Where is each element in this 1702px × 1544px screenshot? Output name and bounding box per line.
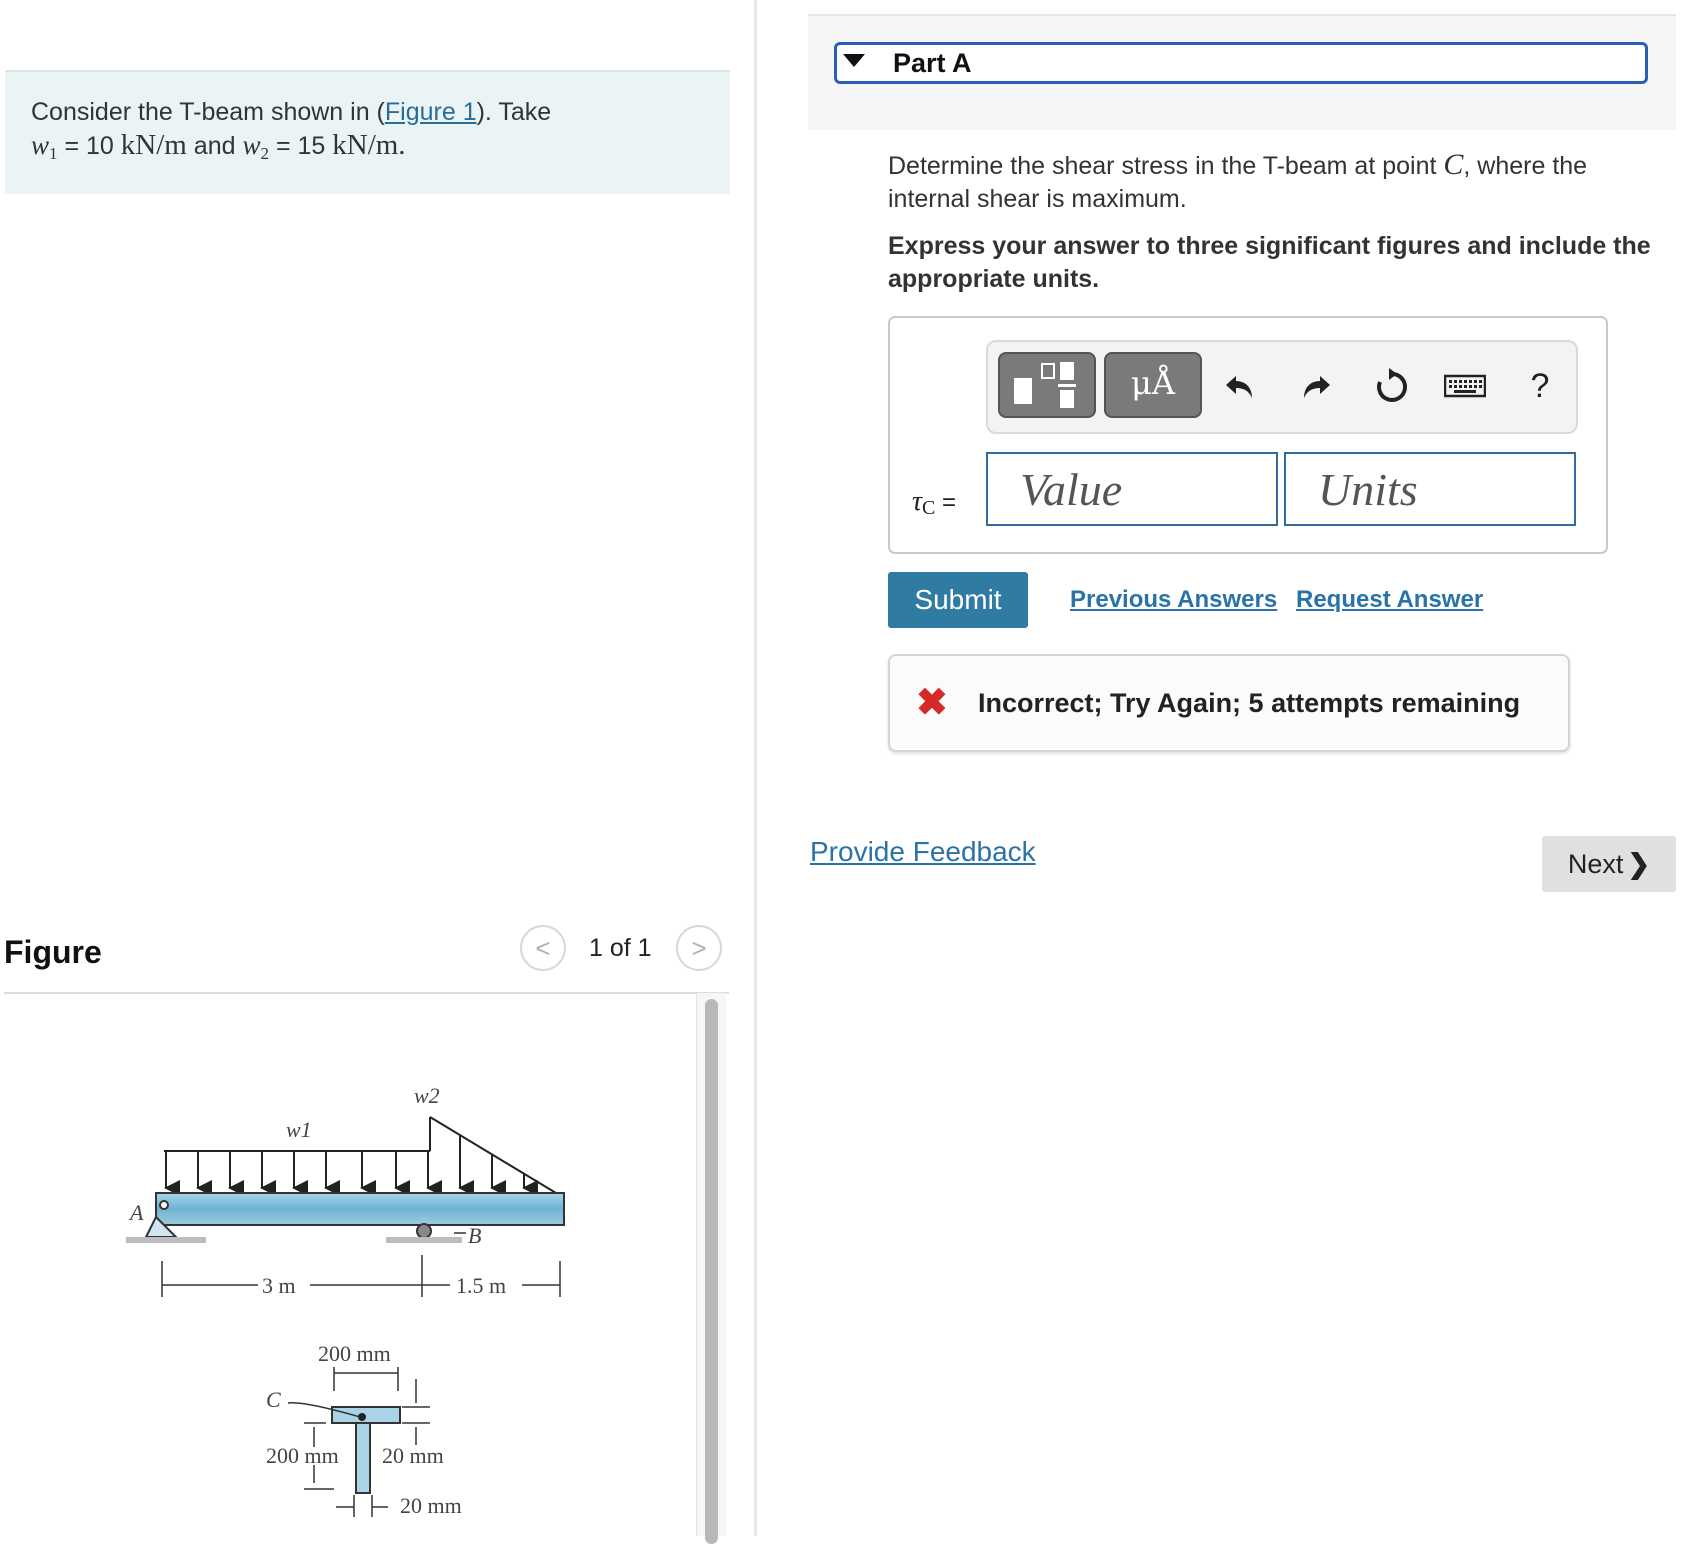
answer-box	[888, 316, 1608, 554]
feedback-box	[888, 654, 1570, 752]
redo-icon	[1298, 368, 1334, 404]
figure-link[interactable]: Figure 1	[384, 98, 477, 126]
w1-unit: kN/m	[120, 129, 187, 161]
label-c: C	[266, 1387, 281, 1412]
span-3m-label: 3 m	[262, 1273, 296, 1298]
math-toolbar	[986, 340, 1578, 434]
left-panel	[0, 0, 748, 1536]
web-thickness-label: 20 mm	[400, 1493, 462, 1518]
w1-symbol: w1	[31, 130, 58, 163]
figure-scrollbar[interactable]	[696, 993, 726, 1536]
figure-title: Figure	[4, 934, 102, 970]
web-depth-label: 200 mm	[266, 1443, 339, 1468]
provide-feedback-link[interactable]: Provide Feedback	[810, 836, 1036, 867]
keyboard-button[interactable]	[1432, 356, 1498, 416]
ground-a	[126, 1237, 206, 1243]
w2-unit: kN/m.	[332, 129, 406, 161]
next-figure-button[interactable]	[676, 925, 722, 971]
error-x-icon: ✖	[916, 682, 948, 724]
undo-icon	[1222, 368, 1258, 404]
w2-label: w2	[414, 1083, 440, 1108]
question-end: , where the internal shear is maximum.	[888, 152, 1588, 213]
problem-statement	[5, 70, 730, 194]
redo-button[interactable]	[1286, 356, 1346, 416]
problem-intro-text: Consider the T-beam shown in (	[31, 98, 385, 126]
value-input[interactable]	[986, 452, 1278, 526]
next-button[interactable]	[1542, 836, 1676, 892]
next-label: Next	[1567, 848, 1624, 879]
feedback-message: Incorrect; Try Again; 5 attempts remaining	[978, 688, 1521, 718]
beam	[156, 1193, 564, 1225]
point-c: C	[1443, 148, 1464, 181]
request-answer-link[interactable]: Request Answer	[1296, 586, 1484, 613]
part-title: Part A	[893, 48, 972, 78]
panel-divider	[754, 0, 757, 1536]
help-button[interactable]: ?	[1530, 366, 1550, 405]
flange-width-label: 200 mm	[318, 1341, 391, 1366]
w1-load-arrows	[166, 1151, 428, 1188]
flange-thickness-label: 20 mm	[382, 1443, 444, 1468]
instruction-text: Express your answer to three significant figures and include the appropriate units.	[888, 232, 1651, 293]
w2-value: = 15	[275, 132, 326, 160]
label-b: B	[468, 1223, 482, 1248]
problem-take-text: ). Take	[476, 98, 552, 126]
question-text	[888, 148, 1648, 216]
prev-figure-button[interactable]	[520, 925, 566, 971]
chevron-right-icon: ❯	[1627, 848, 1651, 879]
reset-button[interactable]	[1360, 356, 1422, 416]
templates-icon	[1000, 354, 1094, 416]
ground-b	[386, 1237, 462, 1243]
previous-answers-link[interactable]: Previous Answers	[1070, 586, 1278, 613]
question-main: Determine the shear stress in the T-beam at point	[888, 152, 1437, 180]
w2-load-arrows	[460, 1135, 524, 1188]
problem-text	[31, 96, 551, 165]
w1-value: = 10	[64, 132, 114, 160]
t-flange	[332, 1407, 400, 1423]
templates-button[interactable]	[998, 352, 1096, 418]
w2-symbol: w2	[242, 130, 269, 163]
figure-header	[4, 922, 729, 994]
t-web	[356, 1423, 370, 1493]
w1-label: w1	[286, 1117, 312, 1142]
units-input[interactable]	[1284, 452, 1576, 526]
chevron-right-icon: >	[691, 932, 707, 963]
scrollbar-thumb[interactable]	[705, 999, 718, 1544]
span-1-5m-label: 1.5 m	[456, 1273, 507, 1298]
figure-pager-text: 1 of 1	[589, 934, 652, 962]
undo-button[interactable]	[1210, 356, 1270, 416]
figure-image	[4, 993, 729, 1536]
submit-button[interactable]: Submit	[888, 572, 1028, 628]
keyboard-icon	[1444, 372, 1486, 400]
chevron-left-icon: <	[535, 932, 551, 963]
tau-c-label: τC =	[912, 486, 957, 519]
label-a: A	[130, 1200, 144, 1225]
t-beam-diagram	[4, 993, 694, 1536]
caret-down-icon	[843, 54, 865, 67]
part-a-toggle[interactable]	[834, 42, 1648, 84]
and-text: and	[193, 132, 236, 160]
roller-support-b	[417, 1224, 431, 1238]
units-button[interactable]: μÅ	[1104, 352, 1202, 418]
part-header-band	[808, 14, 1676, 130]
reset-icon	[1371, 366, 1411, 406]
